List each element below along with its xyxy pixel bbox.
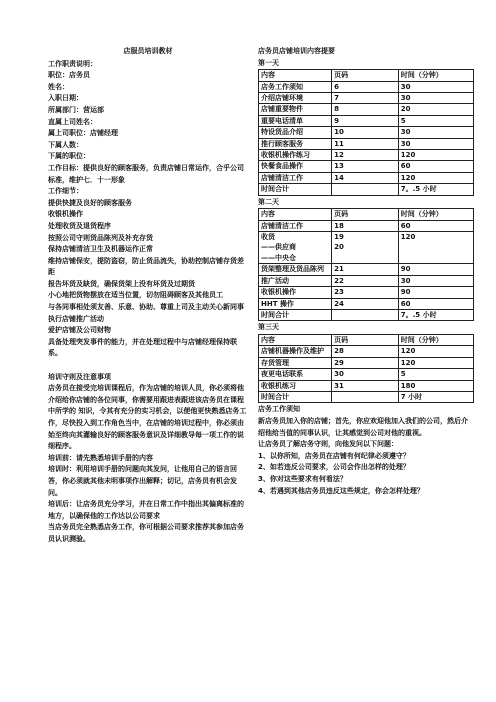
text-line: 工作细节： [48,187,83,196]
left-column [48,46,248,546]
training-schedule [258,58,474,404]
table-cell: 60 [398,220,473,231]
table-row [259,357,474,368]
table-row [259,220,474,231]
table-cell: 7。.5 小时 [398,184,473,195]
table-cell: 时间（分钟） [398,209,473,220]
table-cell: 收银机练习 [259,380,332,391]
day-label: 第二天 [258,197,279,206]
day-label: 第一天 [258,58,279,67]
table-cell: 时间合计 [259,309,332,320]
table-cell: 24 [332,298,399,309]
table-cell: 收银机操作练习 [259,150,332,161]
table-cell: 介绍店铺环境 [259,93,332,104]
table-cell: 内容 [259,209,332,220]
text-line: 保持店铺清洁卫生及机器运作正常 [48,245,153,254]
table-cell: 货架整理及货品陈列 [259,264,332,275]
table-cell: 31 [332,380,399,391]
table-cell: 7 [332,93,399,104]
table-header-row [259,334,474,345]
text-line: 培训前：请先熟悉培训手册的内容 [48,453,153,462]
text-line: 按照公司守则货品陈列及补充存货 [48,233,153,242]
text-line: 收银机操作 [48,210,83,219]
table-cell: 90 [398,264,473,275]
table-cell: 30 [332,369,399,380]
table-cell: 店务工作须知 [259,81,332,92]
table-row [259,391,474,402]
text-line [48,360,248,372]
table-cell: 收货 ——供应商 ——中央仓 [259,232,332,264]
table-cell: 5 [398,115,473,126]
table-header-row [259,209,474,220]
table-cell: 29 [332,357,399,368]
table-cell: 60 [398,298,473,309]
table-cell: 120 [398,346,473,357]
table-row [259,138,474,149]
text-line: 直属上司姓名： [48,117,97,126]
table-cell: 店铺重要物件 [259,104,332,115]
text-line: 小心地把货物摆放在适当位置，切勿阻碍顾客及其他员工 [48,291,223,300]
text-line: 与各同事相处须友善、乐意、协助、尊重上司及主动关心新同事 [48,303,244,312]
table-row [259,81,474,92]
text-line: 维持店铺保安，提防盗窃，防止货品流失，协助控制店铺存货差距 [48,256,244,277]
table-cell: 页码 [332,209,399,220]
table-cell: 18 [332,220,399,231]
schedule-table [258,208,474,321]
table-cell: 180 [398,380,473,391]
text-line: 入职日期： [48,94,83,103]
table-cell: 120 [398,172,473,183]
table-cell: 8 [332,104,399,115]
notice-line: 让店务员了解店务守则，向他发问以下问题： [258,440,398,449]
text-line: 培训后：让店务员充分学习，并在日常工作中指出其偏离标准的地方，以确保他的工作达以公司要求 [48,500,244,520]
table-cell: 11 [332,138,399,149]
table-cell: 120 [398,150,473,161]
table-cell: 推广活动 [259,275,332,286]
table-row [259,161,474,172]
text-line: 当店务员完全熟悉店务工作，你可根据公司要求推荐其参加店务员认识测验。 [48,523,244,543]
left-text-block [48,59,248,546]
table-row [259,264,474,275]
table-cell: 店铺清洁工作 [259,172,332,183]
notice-line: 新店务员加入你的店铺；首先，你应欢迎他加入我们的公司，然后介绍他给当值的同事认识，让其感觉到公司对他的重视。 [258,416,468,437]
table-cell: 页码 [332,70,399,81]
table-cell: 21 [332,264,399,275]
table-cell: 120 [398,357,473,368]
text-line: 报告坏货及缺货，确保货架上没有坏货及过期货 [48,279,195,288]
text-line: 提供快捷及良好的顾客服务 [48,198,132,207]
table-cell: 30 [398,93,473,104]
table-cell: 特设货品介绍 [259,127,332,138]
table-cell: 20 [398,104,473,115]
table-cell: 内容 [259,334,332,345]
text-line: 属上司职位：店铺经理 [48,129,118,138]
table-row [259,104,474,115]
table-cell [332,391,399,402]
table-cell: 店铺清洁工作 [259,220,332,231]
table-cell: 页码 [332,334,399,345]
table-cell [332,184,399,195]
table-row [259,380,474,391]
table-cell: 90 [398,287,473,298]
table-row [259,369,474,380]
table-row [259,127,474,138]
text-line: 处理收货及退货程序 [48,221,111,230]
text-line: 姓名： [48,82,69,91]
table-cell: 收银机操作 [259,287,332,298]
table-cell: 时间合计 [259,391,332,402]
right-column [258,46,474,497]
table-row [259,298,474,309]
table-row [259,150,474,161]
text-line: 店务员在接受完培训课程后，作为店铺的培训人员，你必须将他介绍给你店铺的各位同事，你需要用跟进表跟进该店务员在课程中所学的 知识，令其有充分的实习机会，以便他更快熟悉店务工作，尽快投入到工作角色当中，在店铺的培训过程中，你必须由始至终向其灌输良好的顾客服务意识及详细教导每一项工作的说细程序。 [48,384,247,451]
table-cell: HHT 操作 [259,298,332,309]
schedule-table [258,334,474,403]
table-cell: 6 [332,81,399,92]
text-line: 执行店铺推广活动 [48,314,104,323]
table-cell: 19 20 [332,232,399,264]
table-row [259,93,474,104]
outline-title: 店务员店铺培训内容提要 [258,47,335,55]
table-cell: 30 [398,81,473,92]
table-cell: 时间（分钟） [398,334,473,345]
table-row [259,309,474,320]
table-cell: 存货管理 [259,357,332,368]
notice-line: 1、以你所知，店务员在店铺有何纪律必须遵守？ [258,451,410,460]
table-cell: 120 [398,232,473,264]
text-line: 培训守则及注意事项 [48,372,111,381]
table-cell: 7 小时 [398,391,473,402]
table-cell: 时间合计 [259,184,332,195]
table-cell: 5 [398,369,473,380]
table-cell: 内容 [259,70,332,81]
notice-line: 2、如若违反公司要求，公司会作出怎样的处理？ [258,463,410,472]
table-cell: 快餐食品操作 [259,161,332,172]
table-row [259,287,474,298]
table-header-row [259,70,474,81]
table-cell: 30 [398,127,473,138]
table-cell: 9 [332,115,399,126]
table-cell: 重要电话清单 [259,115,332,126]
table-cell: 30 [398,138,473,149]
text-line: 培训时：利用培训手册的问题向其发问，让他用自己的语言回答，你必须就其他未明事项作出解释；切记，店务员有机会发问。 [48,465,237,497]
table-cell: 7。.5 小时 [398,309,473,320]
table-cell: 13 [332,161,399,172]
day-label: 第三天 [258,323,279,332]
table-row [259,115,474,126]
table-cell: 23 [332,287,399,298]
text-line: 爱护店铺及公司财物 [48,326,111,335]
text-line: 工作目标：提供良好的顾客服务，负责店铺日常运作，合乎公司标准，维护七．十一形象 [48,163,244,184]
schedule-table [258,69,474,195]
text-line: 下属的职位： [48,152,90,161]
table-cell: 店铺机器操作及维护 [259,346,332,357]
notice-title: 店务工作须知 [258,405,300,414]
table-row [259,172,474,183]
table-row [259,275,474,286]
table-cell: 60 [398,161,473,172]
table-cell: 10 [332,127,399,138]
notice-text-block [258,416,474,497]
table-cell: 14 [332,172,399,183]
table-row [259,184,474,195]
manual-title: 店服员培训教材 [123,47,173,55]
notice-line: 4、若遇到其他店务员违反这些规定，你会怎样处理？ [258,486,424,495]
text-line: 工作职责说明： [48,59,97,68]
table-row [259,232,474,264]
text-line: 下属人数： [48,140,83,149]
text-line: 所属部门：营运部 [48,105,104,114]
table-cell: 12 [332,150,399,161]
text-line: 具备处理突发事件的能力，并在处理过程中与店铺经理保持联系。 [48,337,237,358]
table-row [259,346,474,357]
table-cell: 22 [332,275,399,286]
table-cell [332,309,399,320]
table-cell: 30 [398,275,473,286]
table-cell: 时间（分钟） [398,70,473,81]
notice-line: 3、你对这些要求有何看法？ [258,474,347,483]
text-line: 职位：店务员 [48,71,90,80]
table-cell: 推行顾客服务 [259,138,332,149]
table-cell: 28 [332,346,399,357]
table-cell: 夜更电话联系 [259,369,332,380]
